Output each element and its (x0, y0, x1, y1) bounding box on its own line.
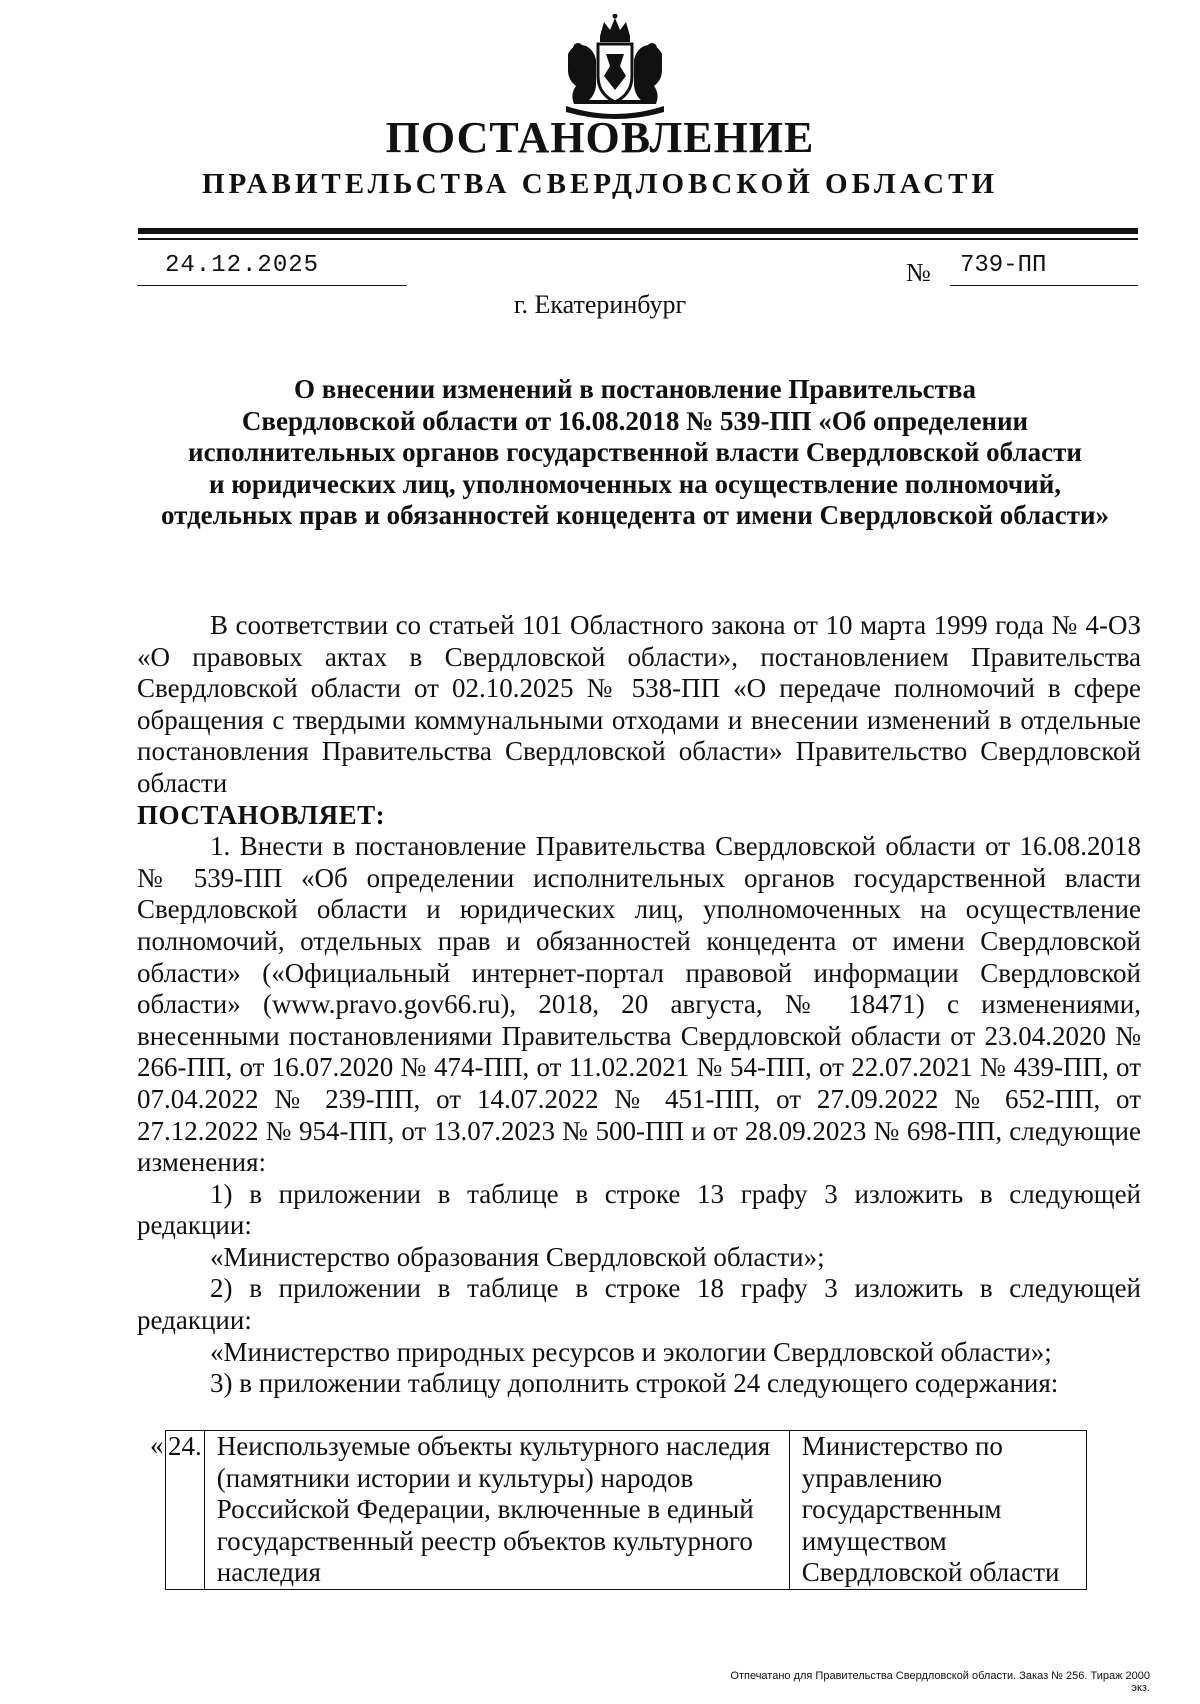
document-number-block (906, 252, 1138, 288)
subitem-2-paragraph: 2) в приложении в таблице в строке 18 графу 3 изложить в следующей редакции: (137, 1273, 1141, 1336)
subitem-2-text: «Министерство природных ресурсов и экологии Свердловской области»; (210, 1336, 1052, 1367)
heading-line: отдельных прав и обязанностей концедента от имени Свердловской области» (160, 500, 1110, 530)
heading-line: Свердловской области от 16.08.2018 № 539-ПП «Об определении (241, 405, 1029, 436)
object-cell: Неиспользуемые объекты культурного наследия (памятники истории и культуры) народов Российской Федерации, включенные в единый государственный реестр объектов культурного наследия (204, 1431, 789, 1590)
document-type-title: ПОСТАНОВЛЕНИЕ (385, 113, 815, 162)
heading-line: исполнительных органов государственной власти Свердловской области (188, 437, 1082, 467)
subitem-1-text: «Министерство образования Свердловской области»; (210, 1241, 825, 1272)
table-row (166, 1431, 1087, 1590)
document-date: 24.12.2025 (137, 252, 407, 286)
issuing-authority-title: ПРАВИТЕЛЬСТВА СВЕРДЛОВСКОЙ ОБЛАСТИ (201, 168, 999, 200)
document-city: г. Екатеринбург (513, 290, 687, 319)
amendment-table (165, 1430, 1087, 1590)
row-number-cell: 24. (166, 1431, 205, 1590)
document-heading (130, 374, 1140, 532)
sverdlovsk-coat-of-arms-icon (560, 14, 670, 120)
document-number: 739-ПП (950, 252, 1138, 286)
heading-line: и юридических лиц, уполномоченных на осуществление полномочий, (208, 468, 1062, 499)
amendment-table-block (137, 1430, 1147, 1590)
document-body (137, 610, 1141, 1400)
subitem-3-paragraph: 3) в приложении таблицу дополнить строкой 24 следующего содержания: (210, 1368, 1059, 1399)
subitem-1-paragraph: 1) в приложении в таблице в строке 13 графу 3 изложить в следующей редакции: (137, 1178, 1141, 1241)
authority-cell: Министерство по управлению государственным имуществом Свердловской области (789, 1431, 1086, 1590)
heading-line: О внесении изменений в постановление Правительства (294, 374, 976, 404)
item-1-paragraph: 1. Внести в постановление Правительства Свердловской области от 16.08.2018 № 539-ПП «Об определении исполнительных органов государственной власти Свердловской области и юридических лиц, уполномоченных на осуществление полномочий, отдельных прав и обязанностей концедента от имени Свердловской области» («Официальный интернет-портал правовой информации Свердловской области» (www.pravo.gov66.ru), 2018, 20 августа, № 18471) с изменениями, внесенными постановлениями Правительства Свердловской области от 23.04.2020 № 266-ПП, от 16.07.2020 № 474-ПП, от 11.02.2021 № 54-ПП, от 22.07.2021 № 439-ПП, от 07.04.2022 № 239-ПП, от 14.07.2022 № 451-ПП, от 27.09.2022 № 652-ПП, от 27.12.2022 № 954-ПП, от 13.07.2023 № 500-ПП и от 28.09.2023 № 698-ПП, следующие изменения: (137, 831, 1141, 1178)
opening-quote: « (150, 1430, 164, 1460)
resolves-heading: ПОСТАНОВЛЯЕТ: (137, 799, 386, 830)
print-note: Отпечатано для Правительства Свердловской области. Заказ № 256. Тираж 2000 экз. (730, 1670, 1150, 1694)
number-sign: № (906, 258, 931, 287)
header-thin-rule (138, 238, 1138, 240)
header-double-rule (138, 228, 1138, 234)
preamble-paragraph: В соответствии со статьей 101 Областного закона от 10 марта 1999 года № 4-ОЗ «О правовых актах в Свердловской области», постановлением Правительства Свердловской области от 02.10.2025 № 538-ПП «О передаче полномочий в сфере обращения с твердыми коммунальными отходами и внесении изменений в отдельные постановления Правительства Свердловской области» Правительство Свердловской области (137, 610, 1141, 798)
